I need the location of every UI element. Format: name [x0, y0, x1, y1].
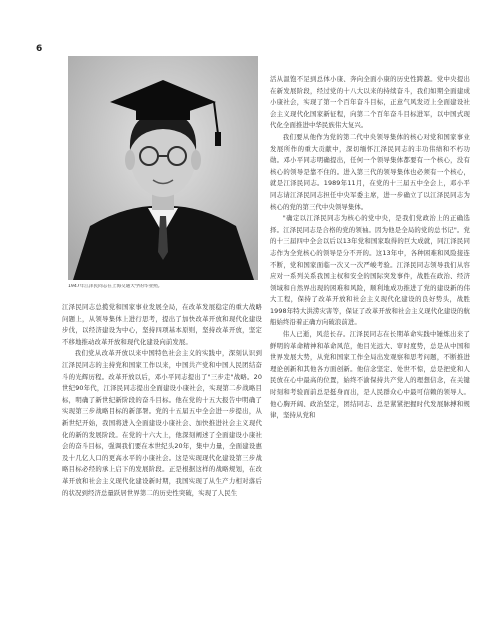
paragraph: 我们要从他作为党的第二代中央领导集体的核心对党和国家事业发展所作的重大贡献中，深切缅怀江泽民同志的丰功伟绩和不朽功勋。邓小平同志明确提出，任何一个领导集体都要有一个核心，没有核心的领导是靠不住的。进入第三代的领导集体也必须有一个核心，就是江泽民同志。1989年11月，在党的十三届五中全会上，邓小平同志请江泽民同志担任中央军委主席，进一步确立了以江泽民同志为核心的党的第三代中央领导集体。 — [270, 132, 470, 211]
paragraph: "确定以江泽民同志为核心的党中央，是我们党政治上的正确选择。江泽民同志是合格的党的领袖。因为他是全局的党的总书记"。党的十三届四中全会以后以13年党和国家取得的巨大成就，同江泽民同志作为全党核心的领导是分不开的。这13年中，各种困难和风险接连不断，党和国家面临一次又一次严峻考验。江泽民同志领导我们从容应对一系列关系我国主权和安全的国际突发事件，战胜在政治、经济领域和自然界出现的困难和风险，顺利地成功推进了党的建设新的伟大工程，保持了改革开放和社会主义现代化建设的良好势头，战胜1998年特大洪涝灾害等，保证了改革开放和社会主义现代化建设的航船始终沿着正确方向破浪前进。 — [270, 214, 470, 327]
left-text-column — [62, 302, 262, 499]
paragraph: 活从温饱不足到总体小康、奔向全面小康的历史性跨越。党中央提出在新发展阶段，经过党的十八大以来的持续奋斗，我们如期全面建成小康社会，实现了第一个百年奋斗目标，正意气风发迈上全面建设社会主义现代化国家新征程，向第二个百年奋斗目标进军，以中国式现代化全面推进中华民族伟大复兴。 — [270, 75, 470, 130]
right-text-column — [270, 74, 470, 422]
paragraph: 我们党从改革开放以来中国特色社会主义的实践中，深刻认识到江泽民同志的主持党和国家工作以来，中国共产党和中国人民团结奋斗的光辉历程。改革开放以后，邓小平同志提出了"三步走"战略。20世纪90年代，江泽民同志提出全面建设小康社会，实现第二步战略目标，明确了新世纪新阶段的奋斗目标。他在党的十五大报告中明确了实现第三步战略目标的新部署。党的十五届五中全会进一步提出，从新世纪开始，我国将进入全面建设小康社会、加快推进社会主义现代化的新的发展阶段。在党的十六大上，他深刻阐述了全面建设小康社会的奋斗目标，强调我们要在本世纪头20年，集中力量，全面建设惠及十几亿人口的更高水平的小康社会。这是实现现代化建设第三步战略目标必经的承上启下的发展阶段。正是根据这样的战略规划，在改革开放和社会主义现代化建设新时期，我国实现了从生产力相对落后的状况到经济总量跃居世界第二的历史性突破，实现了人民生 — [62, 349, 262, 497]
paragraph: 伟人已逝，风范长存。江泽民同志在长期革命实践中锤炼出来了鲜明的革命精神和革命风范，他目光远大、审时度势，总是从中国和世界发展大势，从党和国家工作全局出发观察和思考问题，不断推进理论创新和其他各方面创新。他信念坚定、处世不惊，总是把党和人民放在心中最高的位置，始终不渝保持共产党人的理想信念，在关键时刻和考验面前总是挺身而出，是人民群众心中最可信赖的领导人。他心胸开阔、政治坚定，团结同志、总是紧紧把握时代发展脉搏和规律，坚持从党和 — [270, 330, 470, 420]
page-number: 6 — [36, 44, 43, 54]
portrait-photo — [68, 56, 258, 280]
photo-caption: 1947年江泽民同志在上海交通大学的毕业照。 — [68, 284, 163, 289]
paragraph: 江泽民同志总揽党和国家事业发展全局，在改革发展稳定的重大战略问题上，从领导集体上进行思考，提出了加快改革开放和现代化建设步伐，以经济建设为中心，坚持四项基本原则，坚持改革开放，坚定不移地推动改革开放和现代化建设向前发展。 — [62, 303, 262, 346]
